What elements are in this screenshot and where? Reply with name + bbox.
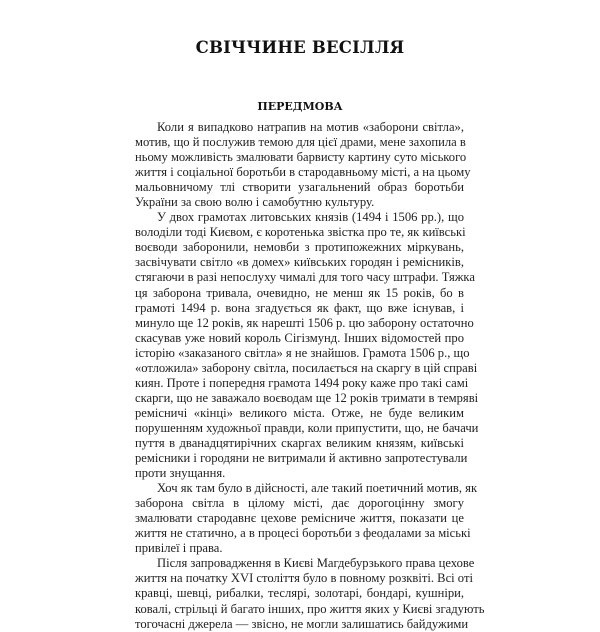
text-line: Після запровадження в Києві Магдебурзького права цехове [157, 556, 475, 571]
paragraph [135, 120, 471, 210]
text-line: мальовничому тлі створити узагальнений образ боротьби [135, 180, 464, 195]
text-line: ця заборона тривала, очевидно, не менш як 15 років, бо в [135, 285, 464, 300]
text-line: ньому можливість змалювати барвисту картину суто міського [135, 150, 467, 165]
text-line: пуття в дванадцятирічних скаргах великим князям, київські [135, 435, 464, 450]
text-line: життя і соціальної боротьби в стародавньому місті, а на цьому [135, 165, 471, 180]
text-line: проти знущання. [135, 466, 226, 481]
text-line: історію «заказаного світла» я не знайшов. Грамота 1506 р., що [135, 345, 470, 360]
text-line: «отложила» заборону світла, посилається на скаргу в цій справі [135, 360, 478, 375]
text-line: киян. Проте і попередня грамота 1494 року каже про такі самі [135, 375, 469, 390]
text-line: Хоч як там було в дійсності, але такий поетичний мотив, як [157, 481, 478, 496]
text-line: життя на початку XVI століття було в повному розквіті. Всі оті [135, 571, 473, 586]
text-line: володіли тоді Києвом, є коротенька звістка про те, як київські [135, 225, 466, 240]
text-line: мотив, що й послужив темою для цієї драми, мене захопила в [135, 135, 466, 150]
text-line: Коли я випадково натрапив на мотив «заборони світла», [157, 120, 464, 134]
text-line: привілеї і права. [135, 541, 223, 556]
text-line: порушенням художньої правди, коли припустити, що, не бачачи [135, 420, 479, 435]
text-line: кравці, шевці, рибалки, теслярі, золотарі, бондарі, кушніри, [135, 586, 464, 601]
paragraph [135, 210, 479, 481]
document-title: СВІЧЧИНЕ ВЕСІЛЛЯ [195, 38, 405, 57]
text-line: минуло ще 12 років, як нарешті 1506 р. цю заборону остаточно [135, 315, 474, 330]
text-line: життя не статично, а в процесі боротьби з феодалами за міські [135, 526, 471, 541]
paragraph [135, 556, 485, 631]
document-body [135, 120, 485, 632]
text-line: скарги, що не заважало воєводам ще 12 років тримати в темряві [135, 390, 479, 405]
text-line: грамоті 1494 р. вона згадується як факт, що вже існував, і [135, 300, 464, 315]
text-line: воєводи заборонили, немовби з протипожежних міркувань, [135, 240, 464, 255]
text-line: ковалі, стрільці й багато інших, про життя яких у Києві згадують [135, 601, 485, 616]
text-line: заборона світла в цілому місті, дає дорогоцінну змогу [135, 496, 464, 511]
text-line: У двох грамотах литовських князів (1494 і 1506 рр.), що [157, 210, 464, 225]
text-line: України за свою волю і самобутню культуру. [135, 195, 375, 210]
text-line: тогочасні джерела — звісно, не могли залишатись байдужими [135, 616, 469, 631]
text-line: скасував уже новий король Сігізмунд. Інших відомостей про [135, 330, 464, 345]
text-line: стягаючи в разі непослуху чималі для того часу штрафи. Тяжка [135, 270, 475, 285]
text-line: змалювати стародавнє цехове ремісниче життя, показати це [135, 511, 464, 526]
text-line: засвічувати світло «в домех» київських городян і ремісників, [135, 255, 464, 270]
paragraph [135, 481, 478, 556]
text-line: ремісничі «кінці» великого міста. Отже, не буде великим [135, 405, 464, 420]
text-line: ремісники і городяни не витримали й активно запротестували [135, 451, 468, 466]
section-heading: ПЕРЕДМОВА [257, 100, 343, 113]
